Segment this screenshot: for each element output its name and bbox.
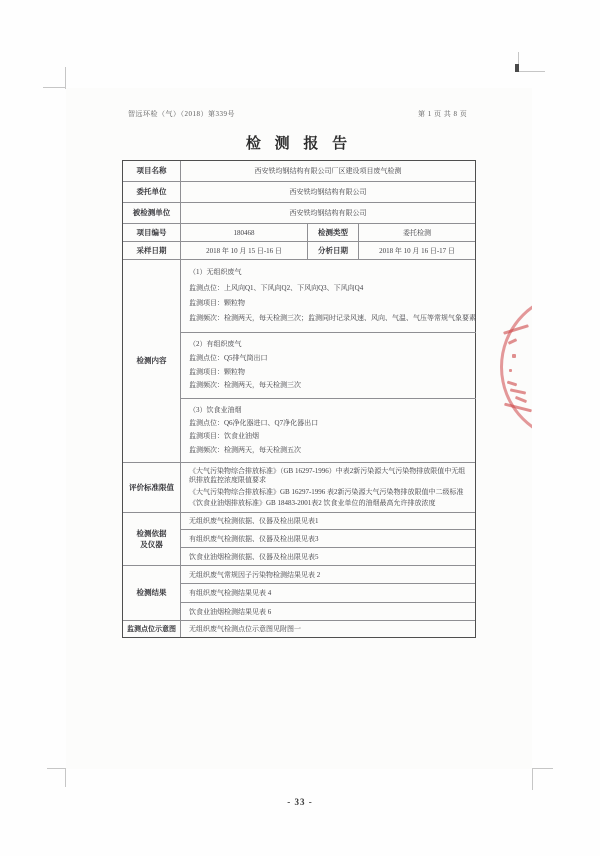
basis-rows xyxy=(181,513,475,565)
red-seal-arc xyxy=(500,292,532,442)
content-line: 监测项目：颗粒物 xyxy=(189,298,245,307)
row-label: 被检测单位 xyxy=(123,203,181,223)
content-line: （1）无组织废气 xyxy=(189,268,242,277)
table-row-results xyxy=(123,566,475,621)
basis-text: 有组织废气检测依据、仪器及检出限见表3 xyxy=(189,534,319,543)
red-seal-fragment xyxy=(512,354,516,358)
basis-row xyxy=(181,513,475,530)
table-row xyxy=(123,203,475,224)
table-row-diagram xyxy=(123,621,475,637)
crop-mark-bottom-right-h xyxy=(532,768,553,769)
sampling-date: 2018 年 10 月 15 日-16 日 xyxy=(206,246,282,255)
row-label: 项目编号 xyxy=(123,224,181,241)
result-text: 无组织废气常规因子污染物检测结果见表 2 xyxy=(189,570,321,579)
table-row-standards xyxy=(123,463,475,513)
standard-line: 《饮食业油烟排放标准》GB 18483-2001表2 饮食业单位的油烟最高允许排放浓度 xyxy=(189,498,436,507)
content-line: 监测频次：检测两天，每天检测三次 xyxy=(189,381,301,390)
test-type: 委托检测 xyxy=(403,228,431,237)
content-section-3 xyxy=(181,399,476,462)
basis-text: 饮食业油烟检测依据、仪器及检出限见表5 xyxy=(189,552,319,561)
content-section-1 xyxy=(181,260,476,333)
row-value: 西安铁均钢结构有限公司 xyxy=(289,209,367,217)
scan-ink-dot xyxy=(515,64,519,72)
row-value: 西安铁均钢结构有限公司厂区建设项目废气检测 xyxy=(254,167,402,175)
content-line: 监测点位：上风向Q1、下风向Q2、下风向Q3、下风向Q4 xyxy=(189,283,364,292)
basis-text: 无组织废气检测依据、仪器及检出限见表1 xyxy=(189,517,319,525)
crop-mark-top-right-h xyxy=(518,71,545,72)
row-label: 分析日期 xyxy=(307,242,359,259)
standard-line: 《大气污染物综合排放标准》（GB 16297-1996）中表2新污染源大气污染物排放限值中无组织排放监控浓度限值要求 xyxy=(189,466,466,485)
results-rows xyxy=(181,566,475,620)
row-label xyxy=(123,513,181,565)
footer-page-number: - 33 - xyxy=(287,797,313,807)
table-row-basis xyxy=(123,513,475,566)
crop-mark-bottom-left-v xyxy=(65,768,66,787)
row-label: 委托单位 xyxy=(123,182,181,202)
content-line: 监测点位：Q5排气筒出口 xyxy=(189,353,268,362)
content-line: 监测项目：饮食业油烟 xyxy=(189,432,259,441)
content-line: 监测点位：Q6净化器进口、Q7净化器出口 xyxy=(189,418,319,427)
row-label: 监测点位示意图 xyxy=(123,621,181,637)
analysis-date: 2018 年 10 月 16 日-17 日 xyxy=(379,246,455,255)
red-seal-fragment xyxy=(509,369,512,372)
basis-row xyxy=(181,548,475,565)
crop-mark-bottom-left-h xyxy=(47,768,66,769)
content-line: （2）有组织废气 xyxy=(189,340,242,349)
row-label: 评价标准限值 xyxy=(123,463,181,512)
result-text: 饮食业油烟检测结果见表 6 xyxy=(189,607,272,616)
crop-mark-top-left-v xyxy=(65,67,66,89)
crop-mark-top-left-h xyxy=(43,87,66,88)
result-row xyxy=(181,584,475,603)
table-row xyxy=(123,161,475,182)
table-row-content xyxy=(123,260,475,463)
table-row xyxy=(123,242,475,260)
table-row xyxy=(123,182,475,203)
table-row xyxy=(123,224,475,242)
result-text: 有组织废气检测结果见表 4 xyxy=(189,589,272,597)
result-row xyxy=(181,603,475,620)
standards-lines xyxy=(181,463,475,512)
row-label: 检测内容 xyxy=(123,260,181,462)
standard-line: 《大气污染物综合排放标准》GB 16297-1996 表2新污染源大气污染物排放限值中二级标准 xyxy=(189,487,464,496)
content-line: 监测频次：检测两天，每天检测五次 xyxy=(189,445,301,454)
page-indicator: 第 1 页 共 8 页 xyxy=(418,110,468,118)
report-paper xyxy=(66,88,532,769)
row-label: 采样日期 xyxy=(123,242,181,259)
document-number: 智远环检（气）（2018）第339号 xyxy=(128,110,235,118)
row-label-line: 检测依据 xyxy=(136,528,167,538)
row-label: 检测结果 xyxy=(123,566,181,620)
row-label: 检测类型 xyxy=(307,224,359,241)
row-label-line: 及仪器 xyxy=(140,540,163,549)
project-number: 180468 xyxy=(233,228,255,237)
content-sections xyxy=(181,260,476,462)
basis-row xyxy=(181,530,475,548)
report-title: 检 测 报 告 xyxy=(245,136,353,152)
result-row xyxy=(181,566,475,584)
row-value: 西安铁均钢结构有限公司 xyxy=(289,188,367,196)
content-section-2 xyxy=(181,333,476,399)
content-line: 监测项目：颗粒物 xyxy=(189,367,245,376)
row-label: 项目名称 xyxy=(123,161,181,181)
crop-mark-bottom-right-v xyxy=(532,768,533,790)
content-line: 监测频次：检测两天，每天检测三次；监测同时记录风速、风向、气温、气压等常规气象要素 xyxy=(189,313,476,322)
content-line: （3）饮食业油烟 xyxy=(189,405,242,414)
report-table xyxy=(122,160,476,638)
diagram-note: 无组织废气检测点位示意图见附图一 xyxy=(189,625,301,633)
